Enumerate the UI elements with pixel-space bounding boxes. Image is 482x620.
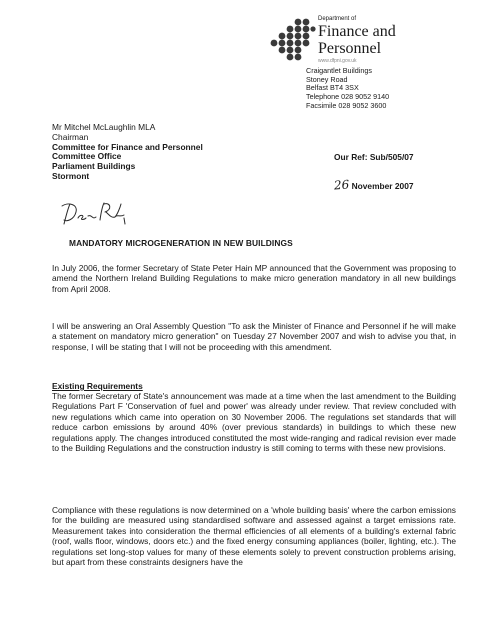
dept-prefix: Department of xyxy=(318,16,357,22)
recipient-name: Mr Mitchel McLaughlin MLA xyxy=(52,122,156,132)
paragraph-2: I will be answering an Oral Assembly Question "To ask the Minister of Finance and Personnel if he will make a statement on mandatory micro generation" on Tuesday 27 November 2007 and wish to advise you that, in response, I will be stating that I will not be proceeding with this amendment. xyxy=(52,321,456,352)
recipient-org2: Committee Office xyxy=(52,151,122,162)
recipient-block xyxy=(52,123,203,182)
dept-name-line2: Personnel xyxy=(318,40,382,57)
section-heading: Existing Requirements xyxy=(52,381,143,391)
letter-date xyxy=(334,178,414,192)
our-reference: Our Ref: Sub/505/07 xyxy=(334,152,414,162)
paragraph-4: Compliance with these regulations is now determined on a 'whole building basis' where the carbon emissions for the building are measured using standardised software and assessed against a target emissions rate. Measurement takes into consideration the thermal efficiencies of all elements of a building's external fabric (roof, walls floor, windows, doors etc.) and the fixed energy consuming appliances (boiler, lighting, etc.). The regulations set long-stop values for many of these elements solely to prevent construction problems arising, but apart from these constraints designers have the xyxy=(52,505,456,568)
recipient-org1: Committee for Finance and Personnel xyxy=(52,141,203,152)
date-day-handwritten: 26 xyxy=(333,177,350,193)
dept-website: www.dfpni.gov.uk xyxy=(318,58,357,64)
recipient-building: Parliament Buildings xyxy=(52,161,136,172)
date-month-year: November 2007 xyxy=(351,181,414,191)
dfp-logo-icon xyxy=(268,18,316,62)
handwritten-salutation xyxy=(58,198,128,228)
address-line3: Belfast BT4 3SX xyxy=(306,83,359,93)
address-telephone: Telephone 028 9052 9140 xyxy=(306,92,390,102)
recipient-title: Chairman xyxy=(52,131,89,142)
sender-address xyxy=(306,67,389,111)
address-facsimile: Facsimile 028 9052 3600 xyxy=(306,100,387,110)
paragraph-3: The former Secretary of State's announcement was made at a time when the last amendment to the Building Regulations Part F 'Conservation of fuel and power' was already under review. That review concluded with new regulations which came into operation on 30 November 2006. The regulations set standards that will reduce carbon emissions by around 40% (over previous standards) in buildings to which these new regulations apply. The changes introduced constituted the most wide-ranging and radical revision ever made to the Building Regulations and the construction industry is still coming to terms with these new provisions. xyxy=(52,391,456,454)
address-line1: Craigantlet Buildings xyxy=(306,66,372,75)
address-line2: Stoney Road xyxy=(306,74,348,84)
recipient-place: Stormont xyxy=(52,170,90,181)
dept-name-line1: Finance and xyxy=(318,23,396,40)
letter-subject: MANDATORY MICROGENERATION IN NEW BUILDINGS xyxy=(69,238,293,248)
dept-name xyxy=(318,23,448,57)
paragraph-1: In July 2006, the former Secretary of State Peter Hain MP announced that the Government was proposing to amend the Northern Ireland Building Regulations to make micro generation mandatory in all new buildings from April 2008. xyxy=(52,263,456,294)
